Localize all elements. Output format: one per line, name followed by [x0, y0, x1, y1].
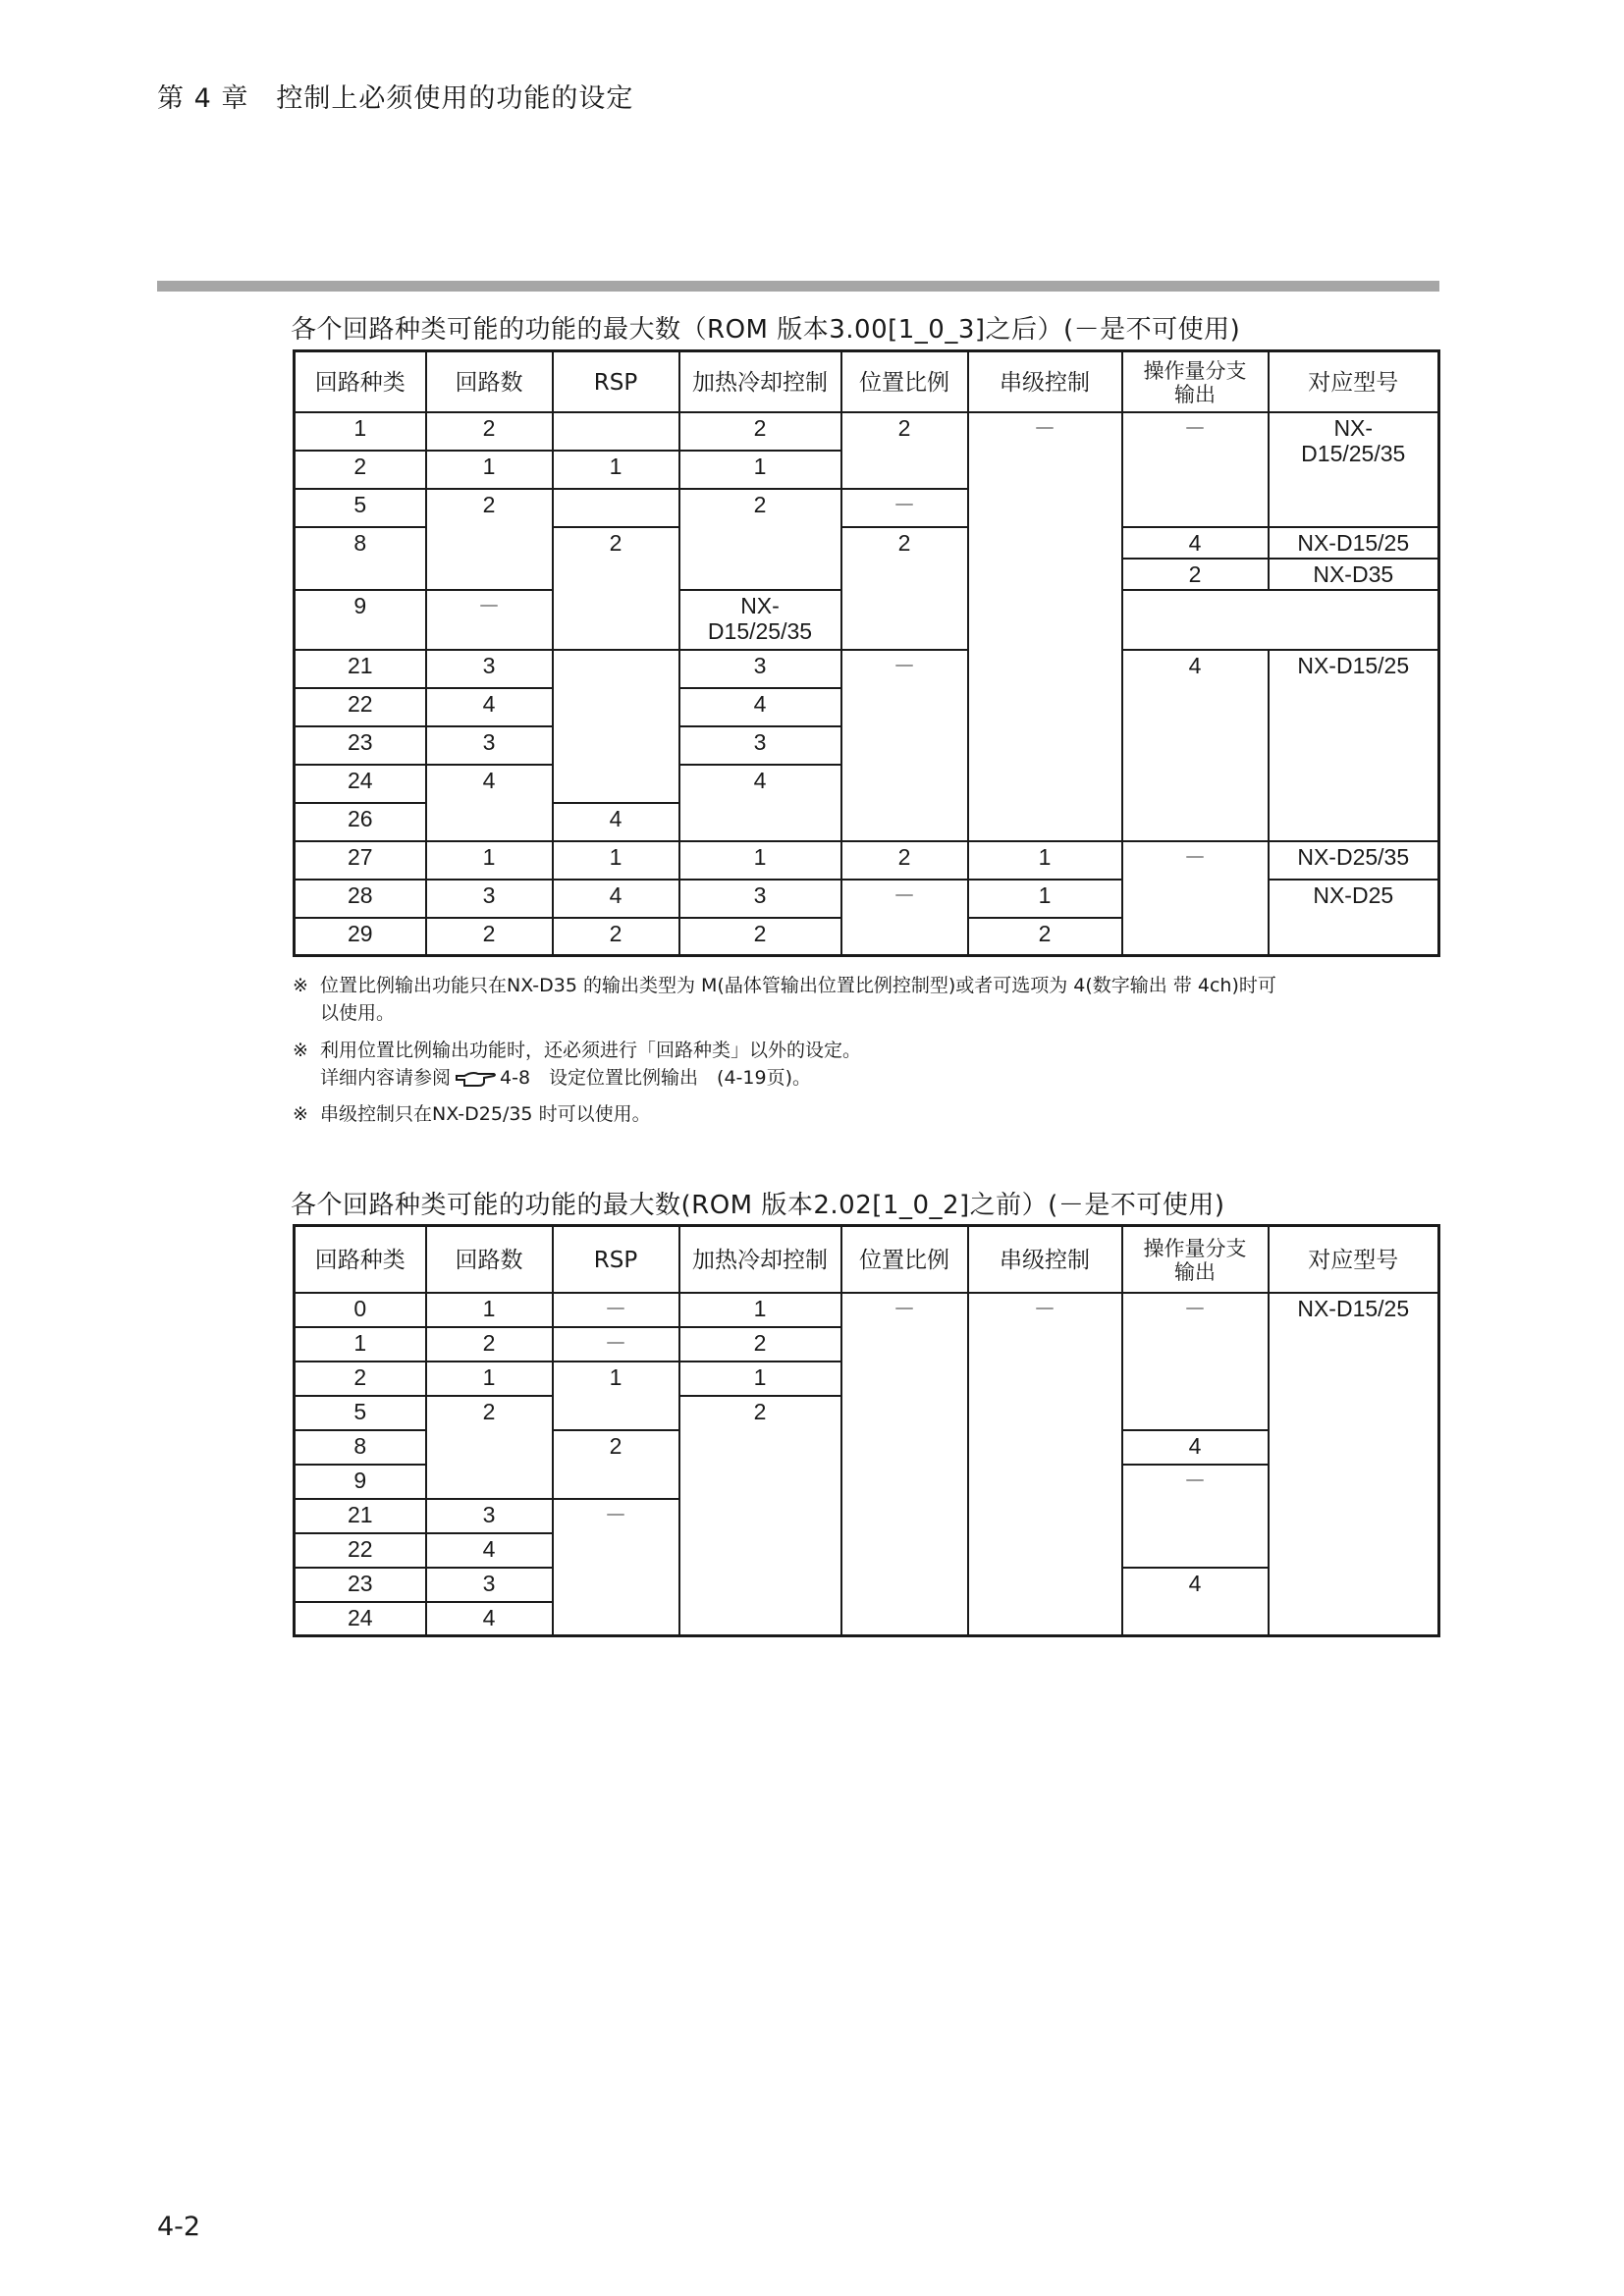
col-header-model: 对应型号 [1269, 351, 1439, 412]
table-cell: NX- D15/25/35 [1269, 412, 1439, 527]
table-cell: 2 [679, 1327, 841, 1362]
col-header-loop-type: 回路种类 [295, 1226, 426, 1293]
table-cell: 4 [426, 688, 553, 726]
chapter-number: 第 4 章 [157, 83, 249, 114]
col-header-op-branch-line1: 操作量分支 [1143, 358, 1247, 383]
table-cell: － [1122, 412, 1269, 527]
table-cell: NX-D25 [1269, 880, 1439, 956]
page-number: 4-2 [157, 2212, 201, 2242]
table-cell: 4 [426, 1533, 553, 1568]
table-cell: 1 [553, 451, 679, 489]
table-cell: 1 [295, 1327, 426, 1362]
table-cell: － [841, 650, 968, 841]
table-cell: 2 [841, 412, 968, 489]
col-header-cascade: 串级控制 [968, 351, 1122, 412]
col-header-model: 对应型号 [1269, 1226, 1439, 1293]
table1 [293, 349, 1440, 957]
section-divider [157, 281, 1439, 292]
table-cell: 21 [295, 650, 426, 688]
table-cell [553, 489, 679, 527]
table-cell: 28 [295, 880, 426, 918]
table-cell: 4 [553, 803, 679, 841]
table-cell: 2 [679, 1396, 841, 1636]
table-cell: － [841, 489, 968, 527]
table-cell: 26 [295, 803, 426, 841]
table2-caption: 各个回路种类可能的功能的最大数(ROM 版本2.02[1_0_2]之前）(－是不可使用) [291, 1191, 1225, 1220]
table-cell: 4 [553, 880, 679, 918]
table-cell: NX-D35 [1269, 559, 1439, 590]
table-cell: 2 [426, 489, 553, 590]
pointing-hand-icon [455, 1068, 496, 1090]
table-cell: 3 [679, 650, 841, 688]
table-cell: 3 [679, 880, 841, 918]
table-cell: 2 [426, 1327, 553, 1362]
table-cell: 1 [968, 841, 1122, 880]
table-cell: 1 [553, 1362, 679, 1430]
table-cell: 3 [426, 726, 553, 765]
table-cell: 3 [426, 1499, 553, 1533]
table-cell: 24 [295, 1602, 426, 1636]
col-header-op-branch-line2: 输出 [1174, 382, 1216, 406]
table-cell: 2 [841, 527, 968, 650]
table-cell: NX-D15/25 [1269, 527, 1439, 559]
table-cell: 4 [426, 1602, 553, 1636]
table-cell: 4 [679, 765, 841, 841]
table-cell: － [553, 1293, 679, 1327]
table-cell: 2 [426, 1396, 553, 1499]
table-cell [553, 412, 679, 451]
table-cell: 4 [679, 688, 841, 726]
table-cell: 21 [295, 1499, 426, 1533]
table-cell: 3 [426, 650, 553, 688]
table-cell: 4 [1122, 527, 1269, 559]
table-cell: 5 [295, 489, 426, 527]
table-cell: 2 [426, 918, 553, 956]
note-cascade: ※ 串级控制只在NX-D25/35 时可以使用。 [293, 1103, 651, 1125]
table-cell: － [1122, 841, 1269, 956]
table-cell: － [841, 1293, 968, 1636]
table-cell: 2 [426, 412, 553, 451]
note-reference-link[interactable]: 4-8 设定位置比例输出 (4-19页)。 [500, 1067, 811, 1089]
table-cell: 1 [968, 880, 1122, 918]
table-cell: 9 [295, 590, 426, 650]
table-cell: 1 [679, 841, 841, 880]
table-cell: 1 [426, 451, 553, 489]
table-cell: 2 [553, 527, 679, 650]
table-cell: 1 [426, 1362, 553, 1396]
table-cell: 1 [426, 1293, 553, 1327]
chapter-header [157, 77, 633, 115]
table-cell: NX-D15/25 [1269, 650, 1439, 841]
col-header-heat-cool: 加热冷却控制 [679, 351, 841, 412]
table-cell: 22 [295, 1533, 426, 1568]
table-cell: 27 [295, 841, 426, 880]
table-cell: 23 [295, 726, 426, 765]
table-cell: 1 [553, 841, 679, 880]
table-cell: － [1122, 1293, 1269, 1430]
table-cell: NX-D15/25 [1269, 1293, 1439, 1636]
table-cell: 24 [295, 765, 426, 803]
col-header-heat-cool: 加热冷却控制 [679, 1226, 841, 1293]
table2 [293, 1224, 1440, 1637]
col-header-loop-count: 回路数 [426, 351, 553, 412]
table-cell [553, 650, 679, 803]
table-cell: 1 [426, 841, 553, 880]
table-cell: 2 [553, 918, 679, 956]
table-cell: 2 [968, 918, 1122, 956]
table-cell: 1 [295, 412, 426, 451]
table-cell: 3 [426, 880, 553, 918]
table-cell: － [1122, 1465, 1269, 1568]
table-cell: NX- D15/25/35 [679, 590, 841, 650]
table-cell: 1 [679, 1362, 841, 1396]
table-cell: 1 [679, 1293, 841, 1327]
col-header-op-branch [1122, 351, 1269, 412]
col-header-rsp: RSP [553, 1226, 679, 1293]
table-cell: 2 [1122, 559, 1269, 590]
table-cell: 0 [295, 1293, 426, 1327]
table-cell: 5 [295, 1396, 426, 1430]
table-cell: 9 [295, 1465, 426, 1499]
table-cell: 2 [841, 841, 968, 880]
col-header-rsp: RSP [553, 351, 679, 412]
table-cell: 8 [295, 527, 426, 590]
table-cell: 3 [426, 1568, 553, 1602]
table-cell: 2 [295, 451, 426, 489]
table-cell: 4 [426, 765, 553, 841]
col-header-cascade: 串级控制 [968, 1226, 1122, 1293]
table-cell: － [553, 1499, 679, 1636]
table-cell: 23 [295, 1568, 426, 1602]
table-cell: 4 [1122, 650, 1269, 841]
table-cell: 29 [295, 918, 426, 956]
note-position-proportional: ※ 位置比例输出功能只在NX-D35 的输出类型为 M(晶体管输出位置比例控制型)或者可选项为 4(数字输出 带 4ch)时可 以使用。 [293, 975, 1276, 1024]
table-cell: 1 [679, 451, 841, 489]
table-cell: 2 [679, 918, 841, 956]
table-cell: － [553, 1327, 679, 1362]
table-cell: 2 [553, 1430, 679, 1499]
table-cell: 8 [295, 1430, 426, 1465]
table-cell: NX-D25/35 [1269, 841, 1439, 880]
table1-caption: 各个回路种类可能的功能的最大数（ROM 版本3.00[1_0_3]之后）(－是不可使用) [291, 315, 1241, 345]
col-header-position-proportional: 位置比例 [841, 1226, 968, 1293]
col-header-loop-type: 回路种类 [295, 351, 426, 412]
table-cell: 2 [679, 412, 841, 451]
table-cell: － [426, 590, 553, 650]
table-cell: － [968, 1293, 1122, 1636]
col-header-loop-count: 回路数 [426, 1226, 553, 1293]
table-cell: 4 [1122, 1568, 1269, 1636]
table-cell: 2 [679, 489, 841, 590]
note-setting-required: ※ 利用位置比例输出功能时，还必须进行「回路种类」以外的设定。 详细内容请参阅 4-8 设定位置比例输出 (4-19页)。 [293, 1040, 862, 1089]
col-header-position-proportional: 位置比例 [841, 351, 968, 412]
table-cell: 2 [295, 1362, 426, 1396]
table-cell: 22 [295, 688, 426, 726]
chapter-title: 控制上必须使用的功能的设定 [276, 83, 634, 114]
table-cell: － [841, 880, 968, 956]
table-cell: － [968, 412, 1122, 841]
col-header-op-branch: 操作量分支 输出 [1122, 1226, 1269, 1293]
table-cell: 4 [1122, 1430, 1269, 1465]
table-cell: 3 [679, 726, 841, 765]
